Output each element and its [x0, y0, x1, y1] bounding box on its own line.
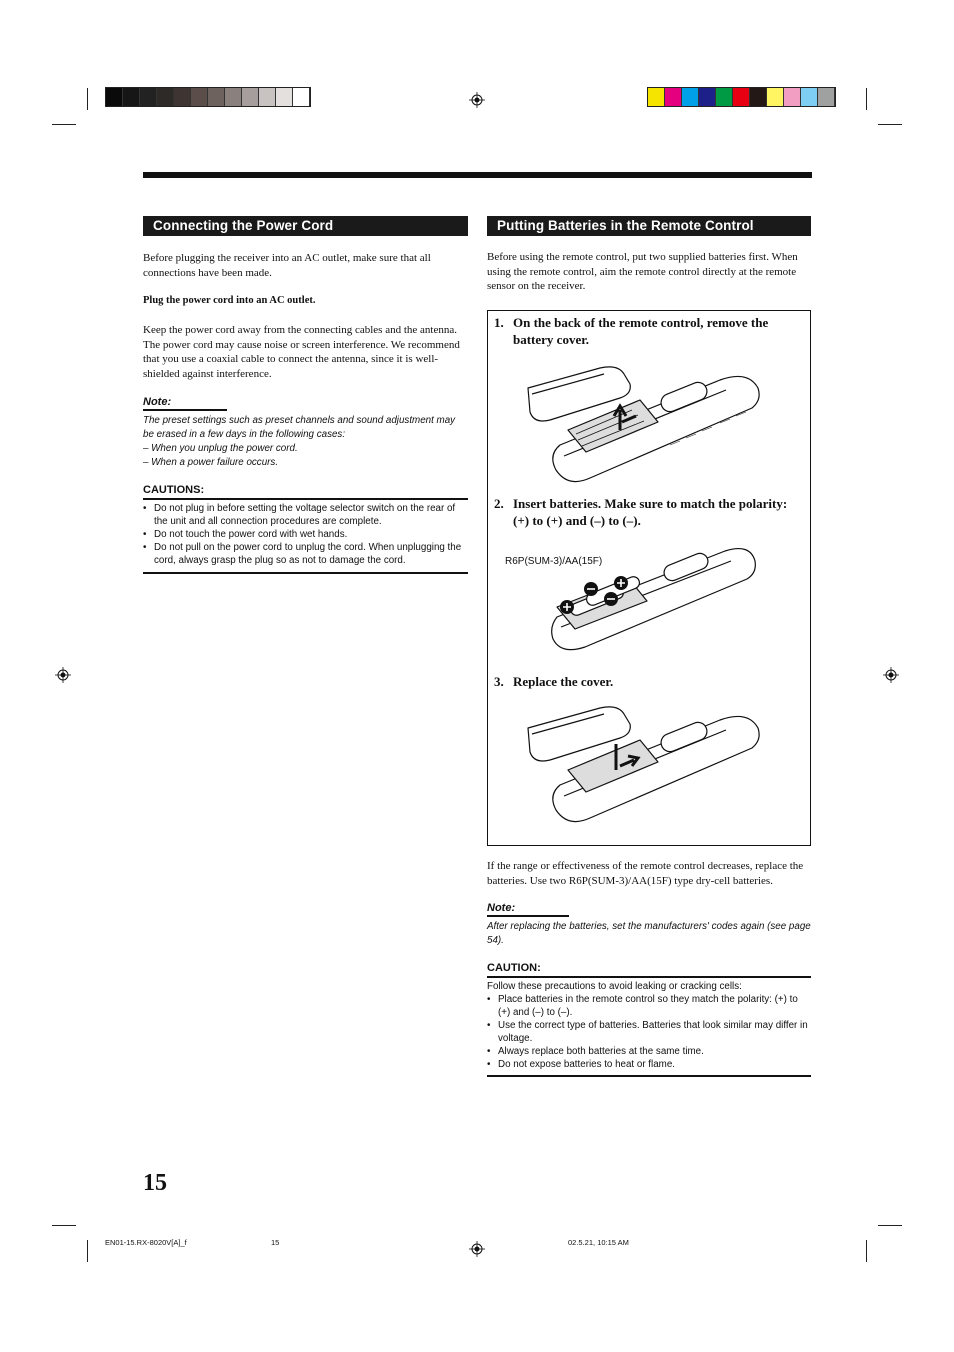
- color-swatch: [225, 88, 242, 106]
- footer-page: 15: [271, 1238, 280, 1247]
- crop-mark: [878, 124, 902, 125]
- note-text: The preset settings such as preset channels and sound adjustment may be erased in a few days in the following cases:: [143, 415, 456, 440]
- crop-mark: [866, 88, 867, 110]
- color-swatch: [767, 88, 784, 106]
- step-number: 3.: [494, 674, 504, 689]
- caution-item: • Do not pull on the power cord to unplug the cord. When unplugging the cord, always grasp the plug so as not to damage the cord.: [143, 541, 468, 567]
- note-label: Note:: [487, 902, 516, 914]
- cautions-end-rule: [143, 572, 468, 574]
- step-text: Insert batteries. Make sure to match the polarity: (+) to (+) and (–) to (–).: [513, 496, 788, 528]
- crop-mark: [87, 1240, 88, 1262]
- registration-mark-icon: [883, 667, 899, 683]
- note-text: After replacing the batteries, set the manufacturers' codes again (see page 54).: [487, 921, 811, 946]
- battery-insertion-illustration: [545, 537, 760, 657]
- note-item: – When you unplug the power cord.: [143, 443, 298, 454]
- color-swatch: [716, 88, 733, 106]
- color-swatch: [699, 88, 716, 106]
- color-swatch: [276, 88, 293, 106]
- crop-mark: [87, 88, 88, 110]
- color-swatch: [682, 88, 699, 106]
- note-rule: [487, 915, 569, 917]
- crop-mark: [52, 124, 76, 125]
- caution-intro: Follow these precautions to avoid leaking or cracking cells:: [487, 981, 742, 992]
- step-number: 2.: [494, 496, 504, 511]
- note-item: – When a power failure occurs.: [143, 457, 279, 468]
- caution-item: • Do not plug in before setting the voltage selector switch on the rear of the unit and all connection procedures are complete.: [143, 502, 468, 528]
- caution-end-rule: [487, 1075, 811, 1077]
- battery-type-label: R6P(SUM-3)/AA(15F): [505, 556, 603, 567]
- cautions-list: [143, 502, 468, 567]
- color-swatch: [140, 88, 157, 106]
- crop-mark: [52, 1225, 76, 1226]
- cover-replacement-illustration: [520, 700, 765, 830]
- color-swatch: [665, 88, 682, 106]
- footer-filename: EN01-15.RX-8020V[A]_f: [105, 1238, 187, 1247]
- caution-item: • Do not expose batteries to heat or flame.: [487, 1058, 811, 1071]
- grayscale-calibration-bar: [105, 87, 311, 107]
- power-cord-instruction: Plug the power cord into an AC outlet.: [143, 295, 316, 306]
- caution-item: • Always replace both batteries at the same time.: [487, 1045, 811, 1058]
- section-title-batteries: Putting Batteries in the Remote Control: [487, 216, 811, 236]
- color-calibration-bar: [647, 87, 836, 107]
- replace-batteries-text: If the range or effectiveness of the remote control decreases, replace the batteries. Use two R6P(SUM-3)/AA(15F) type dry-cell batteries.: [487, 860, 804, 887]
- registration-mark-icon: [469, 92, 485, 108]
- color-swatch: [750, 88, 767, 106]
- crop-mark: [878, 1225, 902, 1226]
- color-swatch: [242, 88, 259, 106]
- power-cord-intro: Before plugging the receiver into an AC outlet, make sure that all connections have been made.: [143, 252, 431, 279]
- color-swatch: [259, 88, 276, 106]
- registration-mark-icon: [55, 667, 71, 683]
- color-swatch: [648, 88, 665, 106]
- step-1: [494, 314, 804, 348]
- caution-item: • Use the correct type of batteries. Batteries that look similar may differ in voltage.: [487, 1019, 811, 1045]
- step-2: [494, 495, 804, 529]
- note-rule: [143, 409, 227, 411]
- step-text: Replace the cover.: [513, 674, 614, 689]
- caution-rule: [487, 976, 811, 978]
- caution-label: CAUTION:: [487, 962, 541, 974]
- footer-date: 02.5.21, 10:15 AM: [568, 1238, 629, 1247]
- crop-mark: [866, 1240, 867, 1262]
- header-rule: [143, 172, 812, 178]
- step-text: On the back of the remote control, remove the battery cover.: [513, 315, 769, 347]
- power-cord-paragraph: Keep the power cord away from the connecting cables and the antenna. The power cord may cause noise or screen interference. We recommend that you use a coaxial cable to connect the antenna, since it is well-shielded against interference.: [143, 324, 460, 380]
- note-label: Note:: [143, 396, 172, 408]
- step-3: [494, 673, 804, 690]
- color-swatch: [733, 88, 750, 106]
- color-swatch: [784, 88, 801, 106]
- color-swatch: [157, 88, 174, 106]
- caution-item: • Do not touch the power cord with wet hands.: [143, 528, 468, 541]
- color-swatch: [293, 88, 310, 106]
- color-swatch: [818, 88, 835, 106]
- caution-list: [487, 993, 811, 1071]
- color-swatch: [174, 88, 191, 106]
- color-swatch: [106, 88, 123, 106]
- registration-mark-icon: [469, 1241, 485, 1257]
- cautions-label: CAUTIONS:: [143, 484, 205, 496]
- color-swatch: [208, 88, 225, 106]
- page-number: 15: [143, 1170, 167, 1196]
- remote-cover-removal-illustration: [520, 360, 765, 490]
- caution-item: • Place batteries in the remote control so they match the polarity: (+) to (+) and (–) to (–).: [487, 993, 811, 1019]
- cautions-rule: [143, 498, 468, 500]
- color-swatch: [801, 88, 818, 106]
- color-swatch: [191, 88, 208, 106]
- batteries-intro: Before using the remote control, put two supplied batteries first. When using the remote control, aim the remote control directly at the remote sensor on the receiver.: [487, 251, 798, 292]
- section-title-power-cord: Connecting the Power Cord: [143, 216, 468, 236]
- step-number: 1.: [494, 315, 504, 330]
- color-swatch: [123, 88, 140, 106]
